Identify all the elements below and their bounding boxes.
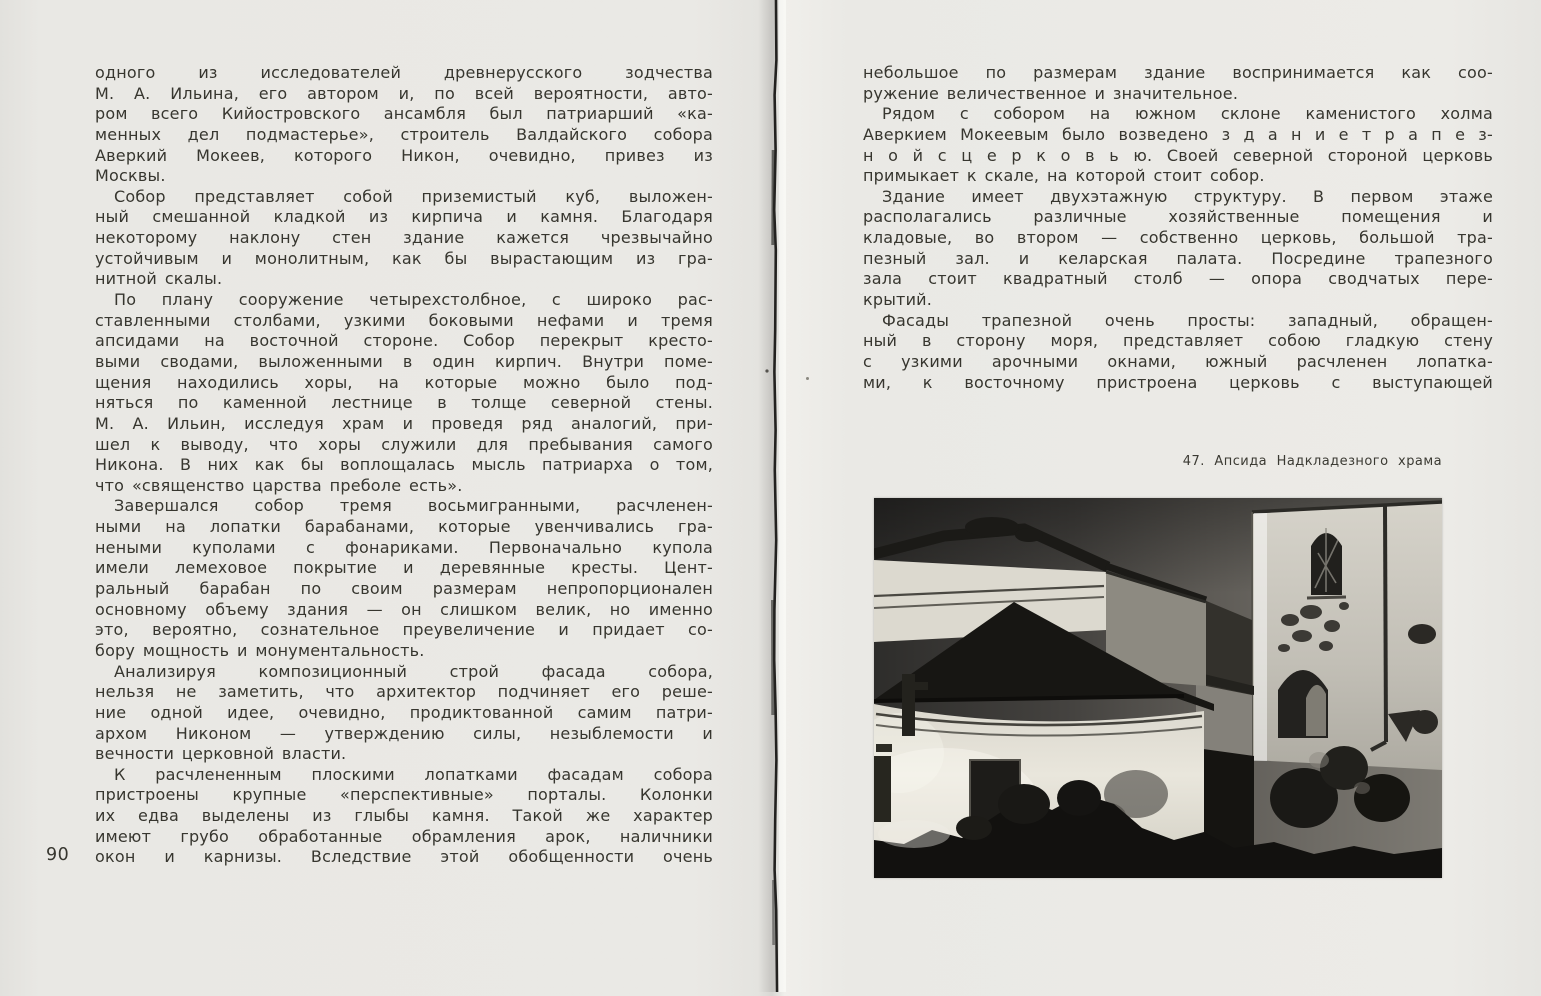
text-line: К расчлененным плоскими лопатками фасадам собора: [95, 765, 713, 786]
text-line: апсидами на восточной стороне. Собор перекрыт кресто-: [95, 331, 713, 352]
book-gutter: [758, 0, 802, 992]
text-line: Завершался собор тремя восьмигранными, расчленен-: [95, 496, 713, 517]
text-line: щения находились хоры, на которые можно было под-: [95, 373, 713, 394]
text-line: крытий.: [863, 290, 1493, 311]
text-line: пристроены крупные «перспективные» порталы. Колонки: [95, 785, 713, 806]
paper-speck: [806, 377, 809, 380]
photo-apse-nadkladezny-khram: [874, 498, 1442, 878]
text-line: с узкими арочными окнами, южный расчленен лопатка-: [863, 352, 1493, 373]
text-line: Аверкий Мокеев, которого Никон, очевидно, привез из: [95, 146, 713, 167]
text-line: неными куполами с фонариками. Первоначально купола: [95, 538, 713, 559]
text-line: их едва выделены из глыбы камня. Такой же характер: [95, 806, 713, 827]
text-line: Анализируя композиционный строй фасада собора,: [95, 662, 713, 683]
text-line: ставленными столбами, узкими боковыми нефами и тремя: [95, 311, 713, 332]
text-line: пезный зал. и келарская палата. Посредине трапезного: [863, 249, 1493, 270]
text-line: менных дел подмастерье», строитель Валдайского собора: [95, 125, 713, 146]
text-line: ружение величественное и значительное.: [863, 84, 1493, 105]
text-line: няться по каменной лестнице в толще северной стены.: [95, 393, 713, 414]
text-line: имеют грубо обработанные обрамления арок, наличники: [95, 827, 713, 848]
text-line: Никона. В них как бы воплощалась мысль патриарха о том,: [95, 455, 713, 476]
text-line: имели лемеховое покрытие и деревянные кресты. Цент-: [95, 558, 713, 579]
text-line: вечности церковной власти.: [95, 744, 713, 765]
text-line: ный смешанной кладкой из кирпича и камня. Благодаря: [95, 207, 713, 228]
text-line: Здание имеет двухэтажную структуру. В первом этаже: [863, 187, 1493, 208]
photo-drainpipe: [1385, 506, 1386, 742]
text-line: располагались различные хозяйственные помещения и: [863, 207, 1493, 228]
page-number: 90: [46, 845, 69, 865]
text-line: Москвы.: [95, 166, 713, 187]
text-line: нитной скалы.: [95, 269, 713, 290]
text-line: Аверкием Мокеевым было возведено з д а н и е т р а п е з-: [863, 125, 1493, 146]
photo-left-door: [874, 756, 891, 822]
text-line: архом Никоном — утверждению силы, незыблемости и: [95, 724, 713, 745]
text-line: ром всего Кийостровского ансамбля был патриарший «ка-: [95, 104, 713, 125]
text-line: окон и карнизы. Вследствие этой обобщенности очень: [95, 847, 713, 868]
figure-caption: 47. Апсида Надкладезного храма: [1000, 454, 1442, 469]
left-text-column: [95, 63, 713, 868]
text-line: шел к выводу, что хоры служили для пребывания самого: [95, 435, 713, 456]
gutter-line: [774, 0, 777, 992]
text-line: ральный барабан по своим размерам непропорционален: [95, 579, 713, 600]
photo-sign-board: [902, 674, 915, 736]
text-line: зала стоит квадратный столб — опора сводчатых пере-: [863, 269, 1493, 290]
text-line: одного из исследователей древнерусского зодчества: [95, 63, 713, 84]
text-line: некоторому наклону стен здание кажется чрезвычайно: [95, 228, 713, 249]
text-line: Рядом с собором на южном склоне каменистого холма: [863, 104, 1493, 125]
text-line: устойчивым и монолитным, как бы вырастающим из гра-: [95, 249, 713, 270]
gutter-highlight: [779, 0, 786, 992]
paper-speck: [765, 369, 768, 372]
text-line: небольшое по размерам здание воспринимается как соо-: [863, 63, 1493, 84]
text-line: По плану сооружение четырехстолбное, с широко рас-: [95, 290, 713, 311]
text-line: основному объему здания — он слишком велик, но именно: [95, 600, 713, 621]
right-text-column: [863, 63, 1493, 393]
text-line: М. А. Ильин, исследуя храм и проведя ряд аналогий, при-: [95, 414, 713, 435]
text-line: кладовые, во втором — собственно церковь, большой тра-: [863, 228, 1493, 249]
text-line: ми, к восточному пристроена церковь с выступающей: [863, 373, 1493, 394]
text-line: ными на лопатки барабанами, которые увенчивались гра-: [95, 517, 713, 538]
text-line: ный в сторону моря, представляет собою гладкую стену: [863, 331, 1493, 352]
photo-right-wall: [1252, 502, 1442, 770]
text-line: Фасады трапезной очень просты: западный, обращен-: [863, 311, 1493, 332]
text-line: ние одной идее, очевидно, продиктованной самим патри-: [95, 703, 713, 724]
text-line: это, вероятно, сознательное преувеличение и придает со-: [95, 620, 713, 641]
text-line: бору мощность и монументальность.: [95, 641, 713, 662]
text-line: выми сводами, выложенными в один кирпич. Внутри поме-: [95, 352, 713, 373]
text-line: М. А. Ильина, его автором и, по всей вероятности, авто-: [95, 84, 713, 105]
text-line: н о й с ц е р к о в ь ю. Своей северной стороной церковь: [863, 146, 1493, 167]
text-line: Собор представляет собой приземистый куб, выложен-: [95, 187, 713, 208]
text-line: что «священство царства преболе есть».: [95, 476, 713, 497]
text-line: нельзя не заметить, что архитектор подчиняет его реше-: [95, 682, 713, 703]
gutter-shadow: [758, 0, 775, 992]
text-line: примыкает к скале, на которой стоит собор.: [863, 166, 1493, 187]
